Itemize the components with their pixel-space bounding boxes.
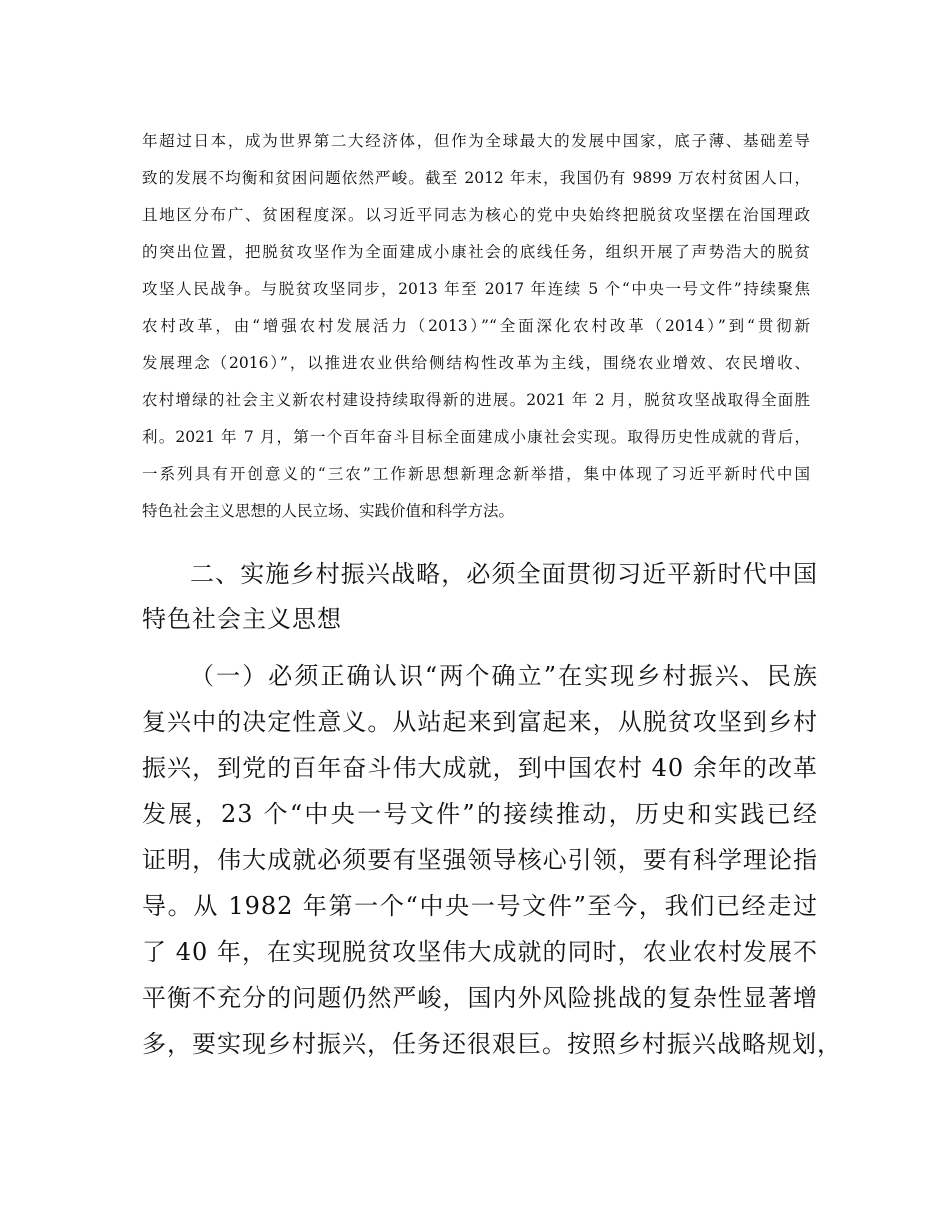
paragraph-line: 证明，伟大成就必须要有坚强领导核心引领，要有科学理论指 [142,846,818,874]
paragraph-line: 了 40 年，在实现脱贫攻坚伟大成就的同时，农业农村发展不 [142,938,818,966]
paragraph-line: 致的发展不均衡和贫困问题依然严峻。截至 2012 年末，我国仍有 9899 万农村贫困人口， [142,169,810,187]
paragraph-line: 年超过日本，成为世界第二大经济体，但作为全球最大的发展中国家，底子薄、基础差导 [142,132,810,150]
paragraph-line: 且地区分布广、贫困程度深。以习近平同志为核心的党中央始终把脱贫攻坚摆在治国理政 [142,206,810,224]
paragraph-line: 复兴中的决定性意义。从站起来到富起来，从脱贫攻坚到乡村 [142,708,818,736]
paragraph-line: （一）必须正确认识“两个确立”在实现乡村振兴、民族 [190,662,818,690]
paragraph-line: 利。2021 年 7 月，第一个百年奋斗目标全面建成小康社会实现。取得历史性成就的背后， [142,428,810,446]
paragraph-line: 攻坚人民战争。与脱贫攻坚同步，2013 年至 2017 年连续 5 个“中央一号文件”持续聚焦 [142,280,810,298]
paragraph-line: 多，要实现乡村振兴，任务还很艰巨。按照乡村振兴战略规划， [142,1030,842,1058]
paragraph-line: 特色社会主义思想的人民立场、实践价值和科学方法。 [142,502,515,520]
paragraph-line: 振兴，到党的百年奋斗伟大成就，到中国农村 40 余年的改革 [142,754,818,782]
paragraph-line: 一系列具有开创意义的“三农”工作新思想新理念新举措，集中体现了习近平新时代中国 [142,465,810,483]
paragraph-line: 发展理念（2016）”，以推进农业供给侧结构性改革为主线，围绕农业增效、农民增收、 [142,354,810,372]
paragraph-line: 的突出位置，把脱贫攻坚作为全面建成小康社会的底线任务，组织开展了声势浩大的脱贫 [142,243,810,261]
paragraph-line: 农村改革，由“增强农村发展活力（2013）”“全面深化农村改革（2014）”到“贯彻新 [142,317,810,335]
heading-line: 二、实施乡村振兴战略，必须全面贯彻习近平新时代中国 [190,560,818,588]
paragraph-line: 平衡不充分的问题仍然严峻，国内外风险挑战的复杂性显著增 [142,984,818,1012]
paragraph-line: 导。从 1982 年第一个“中央一号文件”至今，我们已经走过 [142,892,818,920]
heading-line: 特色社会主义思想 [142,605,342,633]
paragraph-line: 农村增绿的社会主义新农村建设持续取得新的进展。2021 年 2 月，脱贫攻坚战取得全面胜 [142,391,810,409]
paragraph-line: 发展，23 个“中央一号文件”的接续推动，历史和实践已经 [142,800,818,828]
